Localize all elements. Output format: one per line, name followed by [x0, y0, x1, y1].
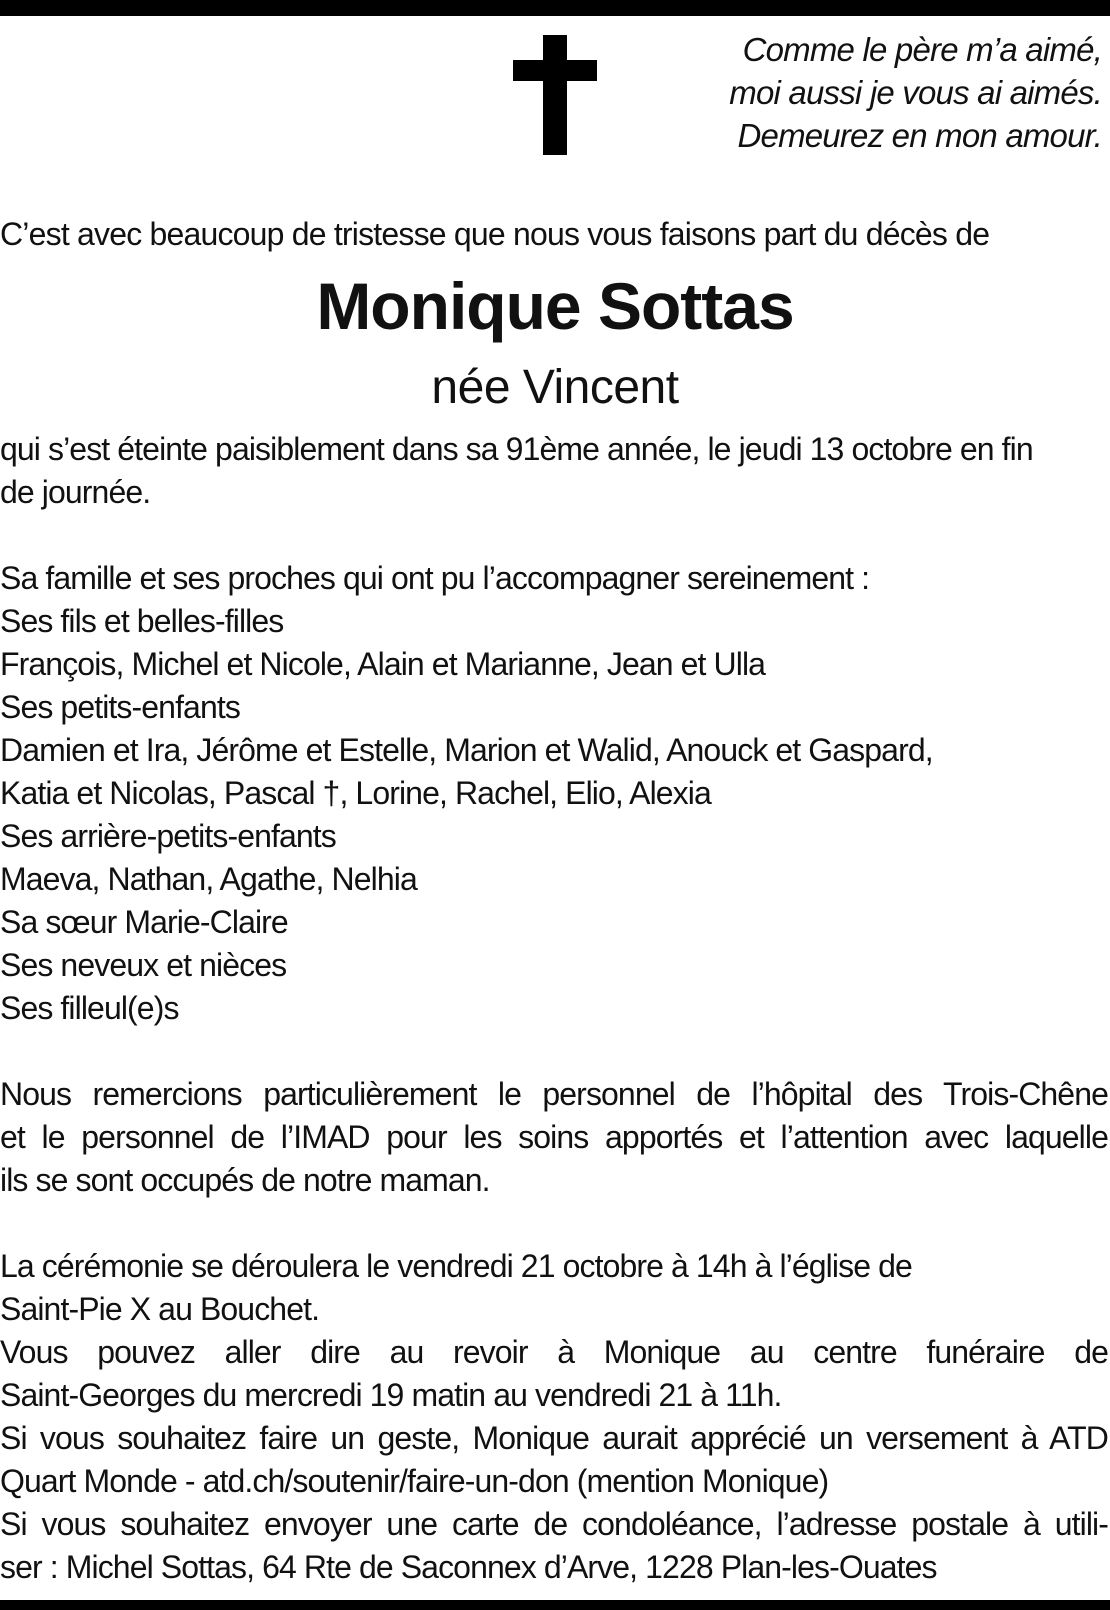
family-godchildren: Ses filleul(e)s [0, 990, 179, 1026]
verse-line: moi aussi je vous ai aimés. [729, 74, 1102, 111]
family-grandchildren: Damien et Ira, Jérôme et Estelle, Marion et Walid, Anouck et Gaspard, [0, 732, 933, 768]
maiden-name: née Vincent [431, 361, 679, 414]
family-heading-great-grandchildren: Ses arrière-petits-enfants [0, 818, 336, 854]
deceased-name: Monique Sottas [316, 269, 794, 343]
family-sister: Sa sœur Marie-Claire [0, 904, 288, 940]
cross-icon [513, 35, 597, 155]
donation-text: Quart Monde - atd.ch/soutenir/faire-un-don (mention Monique) [0, 1463, 829, 1499]
donation-text: Si vous souhaitez faire un geste, Monique aurait apprécié un versement à ATD [0, 1420, 1108, 1456]
family-heading-grandchildren: Ses petits-enfants [0, 689, 240, 725]
announcement-intro: C’est avec beaucoup de tristesse que nous vous faisons part du décès de [0, 216, 990, 252]
passing-text: qui s’est éteinte paisiblement dans sa 91ème année, le jeudi 13 octobre en fin [0, 431, 1033, 467]
family-nephews: Ses neveux et nièces [0, 947, 287, 983]
address-text: ser : Michel Sottas, 64 Rte de Saconnex d’Arve, 1228 Plan-les-Ouates [0, 1549, 937, 1585]
visitation-text: Saint-Georges du mercredi 19 matin au vendredi 21 à 11h. [0, 1377, 782, 1413]
top-rule [0, 0, 1110, 16]
family-great-grandchildren: Maeva, Nathan, Agathe, Nelhia [0, 861, 417, 897]
obituary-body [0, 428, 1108, 1589]
visitation-text: Vous pouvez aller dire au revoir à Monique au centre funéraire de [0, 1334, 1108, 1370]
passing-text: de journée. [0, 474, 151, 510]
verse-line: Demeurez en mon amour. [737, 117, 1102, 154]
verse-line: Comme le père m’a aimé, [742, 31, 1102, 68]
bible-verse [729, 28, 1102, 157]
family-grandchildren: Katia et Nicolas, Pascal †, Lorine, Rachel, Elio, Alexia [0, 775, 711, 811]
address-text: Si vous souhaitez envoyer une carte de condoléance, l’adresse postale à utili- [0, 1506, 1108, 1542]
thanks-text: et le personnel de l’IMAD pour les soins apportés et l’attention avec laquelle [0, 1119, 1108, 1155]
thanks-text: ils se sont occupés de notre maman. [0, 1162, 490, 1198]
family-heading-sons: Ses fils et belles-filles [0, 603, 284, 639]
thanks-text: Nous remercions particulièrement le personnel de l’hôpital des Trois-Chêne [0, 1076, 1108, 1112]
bottom-rule [0, 1600, 1110, 1610]
ceremony-text: Saint-Pie X au Bouchet. [0, 1291, 320, 1327]
family-sons: François, Michel et Nicole, Alain et Marianne, Jean et Ulla [0, 646, 766, 682]
family-intro: Sa famille et ses proches qui ont pu l’accompagner sereinement : [0, 560, 870, 596]
ceremony-text: La cérémonie se déroulera le vendredi 21 octobre à 14h à l’église de [0, 1248, 912, 1284]
